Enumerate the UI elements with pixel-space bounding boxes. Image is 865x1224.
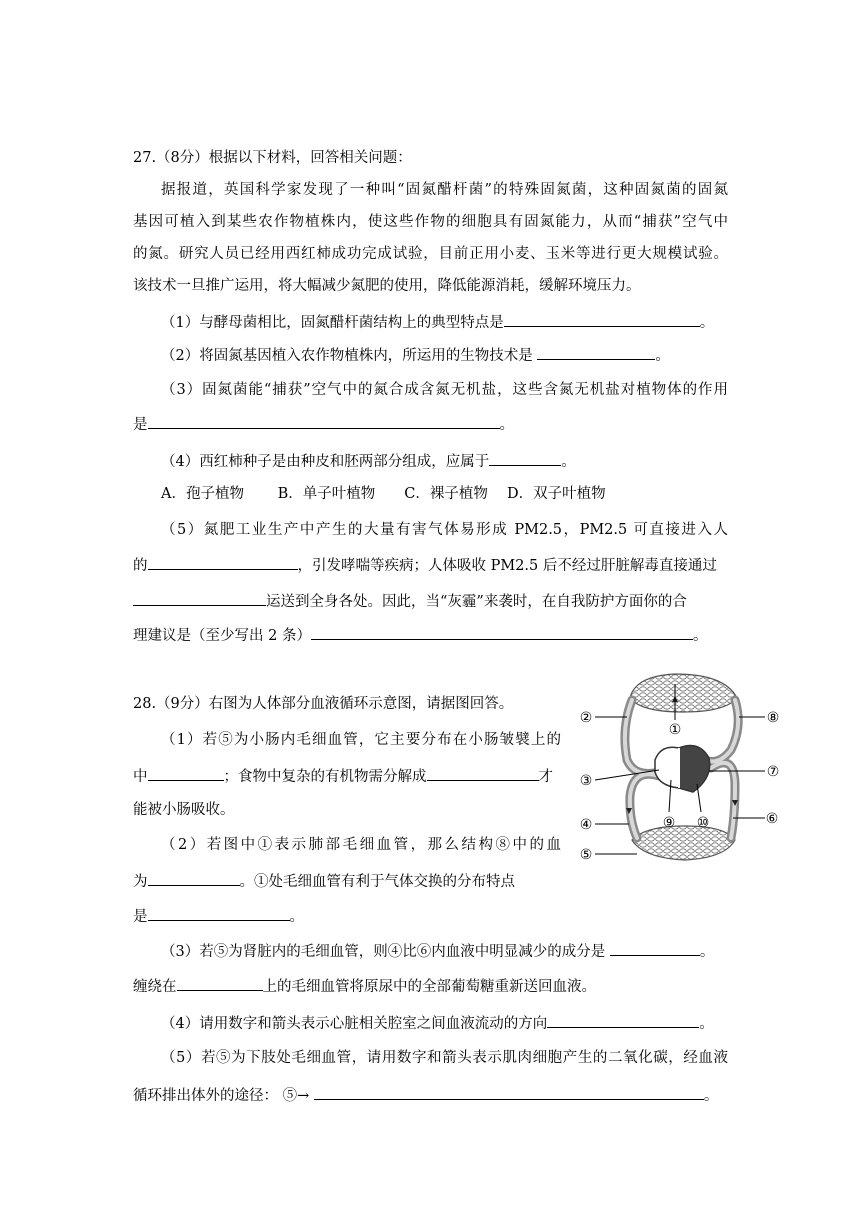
answer-blank[interactable] [311,624,693,640]
answer-blank[interactable] [148,413,500,429]
q27-sub-4: （4）西红柿种子是由种皮和胚两部分组成，应属于 。 [161,450,576,472]
label-8: ⑧ [766,710,780,726]
q28-sub-5: （5）若⑤为下肢处毛细血管，请用数字和箭头表示肌肉细胞产生的二氧化碳，经血液 [161,1050,728,1066]
q28-sub-4: （4）请用数字和箭头表示心脏相关腔室之间血液流动的方向 。 [161,1012,714,1034]
answer-blank[interactable] [314,1084,704,1100]
answer-blank[interactable] [547,1012,699,1028]
q27-material-line-1: 据报道，英国科学家发现了一种叫“固氮醋杆菌”的特殊固氮菌，这种固氮菌的固氮 [161,182,728,198]
q27-sub-2: （2）将固氮基因植入农作物植株内，所运用的生物技术是 。 [161,344,670,366]
label-1: ① [668,722,682,738]
answer-blank[interactable] [610,940,700,956]
answer-blank[interactable] [489,450,561,466]
q27-sub-1: （1）与酵母菌相比，固氮醋杆菌结构上的典型特点是 。 [161,311,714,333]
q27-heading: 27.（8分）根据以下材料，回答相关问题： [133,150,412,166]
q27-sub-5-line-2: 的 ，引发哮喘等疾病；人体吸收 PM2.5 后不经过肝脏解毒直接通过 [133,554,728,576]
label-4: ④ [579,817,593,833]
q27-material-line-4: 该技术一旦推广运用，将大幅减少氮肥的使用，降低能源消耗，缓解环境压力。 [133,278,641,294]
answer-blank[interactable] [427,765,539,781]
q27-sub-5-line-4: 理建议是（至少写出 2 条） 。 [133,624,707,646]
q28-sub-3: （3）若⑤为肾脏内的毛细血管，则④比⑥内血液中明显减少的成分是 。 [161,940,714,962]
q27-sub-5-line-3: 运送到全身各处。因此，当“灰霾”来袭时，在自我防护方面你的合 [133,590,687,612]
q27-material-line-3: 的氮。研究人员已经用西红柿成功完成试验，目前正用小麦、玉米等进行更大规模试验。 [133,246,728,262]
q28-sub-5-line-2: 循环排出体外的途径： ⑤→ 。 [133,1084,718,1106]
label-7: ⑦ [766,764,780,780]
answer-blank[interactable] [148,905,290,921]
label-10: ⑩ [696,815,710,831]
q27-material-line-2: 基因可植入到某些农作物植株内，使这些作物的细胞具有固氮能力，从而“捕获”空气中 [133,214,728,230]
q28-sub-1: （1）若⑤为小肠内毛细血管，它主要分布在小肠皱襞上的 [161,732,561,748]
heart [655,746,710,792]
label-5: ⑤ [579,847,593,863]
answer-blank[interactable] [537,344,655,360]
answer-blank[interactable] [504,311,700,327]
answer-blank[interactable] [148,870,240,886]
q28-sub-2-line-3: 是 。 [133,905,304,927]
q28-heading: 28.（9分）右图为人体部分血液循环示意图，请据图回答。 [133,696,514,712]
q27-sub-3: （3）固氮菌能“捕获”空气中的氮合成含氮无机盐，这些含氮无机盐对植物体的作用 [161,382,728,398]
label-6: ⑥ [765,811,779,827]
label-3: ③ [579,773,593,789]
q28-sub-3-line-2: 缠绕在 上的毛细血管将原尿中的全部葡萄糖重新送回血液。 [133,975,596,997]
label-2: ② [579,710,593,726]
upper-capillary-network [630,674,737,712]
q28-sub-2-line-2: 为 。①处毛细血管有利于气体交换的分布特点 [133,870,561,892]
q27-options: A．孢子植物 B．单子叶植物 C．裸子植物 D．双子叶植物 [161,486,606,502]
q27-sub-3-cont: 是 。 [133,413,514,435]
answer-blank[interactable] [148,554,298,570]
answer-blank[interactable] [133,590,266,606]
label-9: ⑨ [662,815,676,831]
lower-capillary-network [632,826,735,860]
q27-sub-5: （5）氮肥工业生产中产生的大量有害气体易形成 PM2.5，PM2.5 可直接进入人 [161,522,728,538]
blood-circulation-diagram [575,668,787,868]
q28-sub-2: （2）若图中①表示肺部毛细血管，那么结构⑧中的血 [161,837,561,853]
answer-blank[interactable] [148,765,224,781]
answer-blank[interactable] [177,975,263,991]
q28-sub-1-line-2: 中 ；食物中复杂的有机物需分解成 才 [133,765,553,787]
q28-sub-1-line-3: 能被小肠吸收。 [133,802,235,818]
